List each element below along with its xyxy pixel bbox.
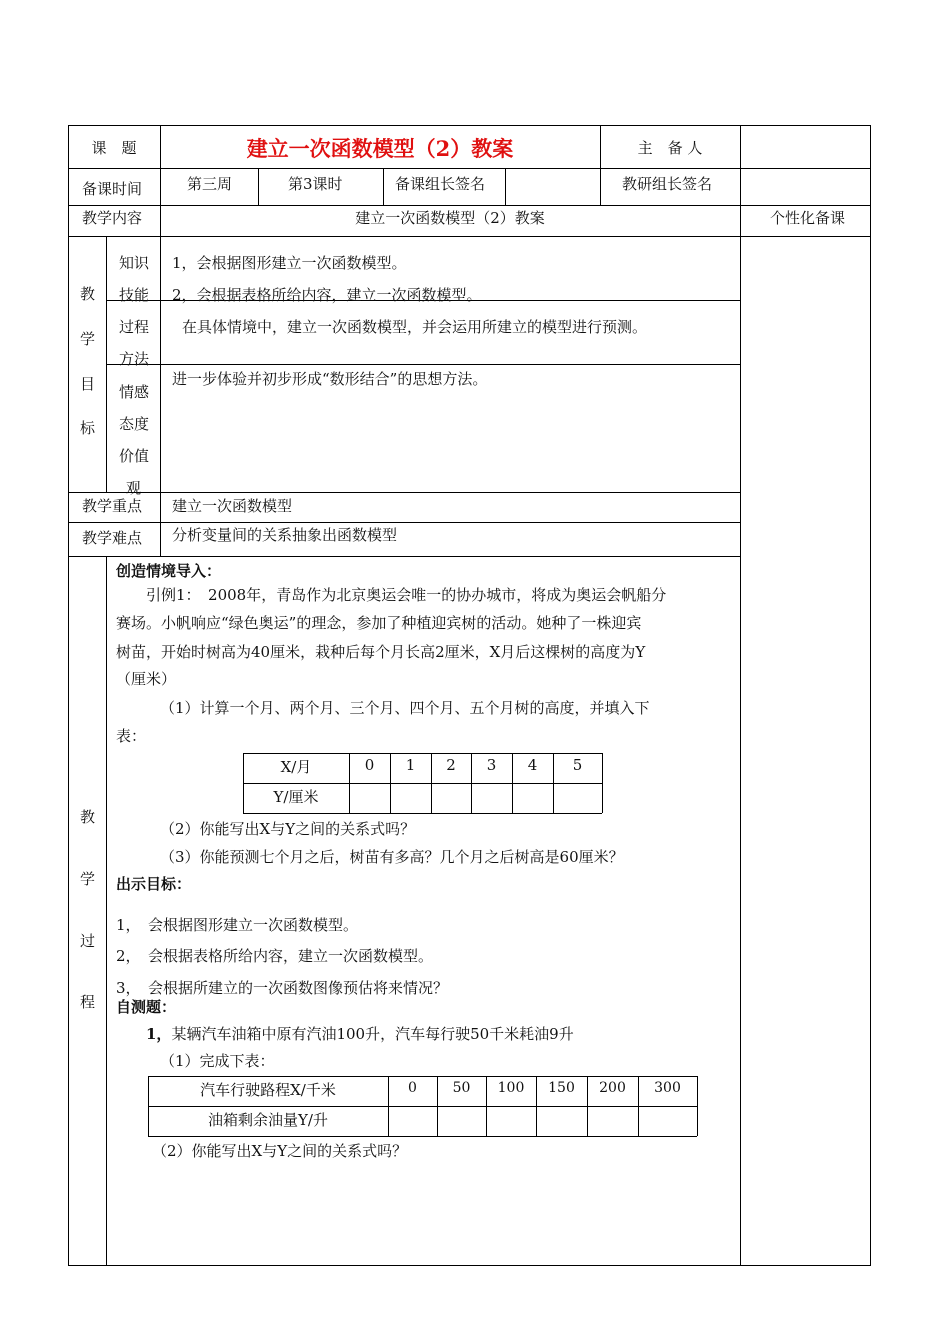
topic-label: 课 题 <box>91 139 137 157</box>
key-point-text: 建立一次函数模型 <box>172 497 293 515</box>
table-cell: 50 <box>452 1080 471 1096</box>
table-header-cell: 汽车行驶路程X/千米 <box>200 1081 336 1099</box>
goal-item: 2， 会根据表格所给内容，建立一次函数模型。 <box>116 947 434 965</box>
key-point-label: 教学重点 <box>82 497 143 515</box>
question-1-line: （1）计算一个月、两个月、三个月、四个月、五个月树的高度，并填入下 <box>160 699 650 717</box>
table-cell: 5 <box>572 756 583 774</box>
self-test-problem: 1，某辆汽车油箱中原有汽油100升，汽车每行驶50千米耗油9升 <box>146 1025 574 1043</box>
difficulty-text: 分析变量间的关系抽象出函数模型 <box>172 526 398 544</box>
self-test-heading: 自测题： <box>116 998 177 1016</box>
goal-item: 3， 会根据所建立的一次函数图像预估将来情况？ <box>116 979 449 997</box>
question-2: （2）你能写出X与Y之间的关系式吗？ <box>160 820 416 838</box>
personal-prep-label: 个性化备课 <box>770 209 846 227</box>
question-3: （3）你能预测七个月之后，树苗有多高？几个月之后树高是60厘米？ <box>160 848 624 866</box>
knowledge-item: 2，会根据表格所给内容，建立一次函数模型。 <box>172 286 482 304</box>
difficulty-label: 教学难点 <box>82 529 143 547</box>
research-leader-sign-label: 教研组长签名 <box>622 175 713 193</box>
main-preparer-label: 主 备 人 <box>637 139 703 157</box>
table-cell: 1 <box>405 756 416 774</box>
self-test-sub-2: （2）你能写出X与Y之间的关系式吗？ <box>152 1142 408 1160</box>
table-cell: 100 <box>497 1080 525 1096</box>
process-method-text: 在具体情境中，建立一次函数模型，并会运用所建立的模型进行预测。 <box>182 318 648 336</box>
goal-item: 1， 会根据图形建立一次函数模型。 <box>116 916 359 934</box>
goals-heading: 出示目标： <box>116 875 192 893</box>
intro-heading: 创造情境导入： <box>116 562 222 580</box>
table-cell: 4 <box>527 756 538 774</box>
prep-time-label: 备课时间 <box>82 180 143 198</box>
table-header-cell: X/月 <box>280 758 312 776</box>
table-cell: 0 <box>364 756 375 774</box>
page-title: 建立一次函数模型（2）教案 <box>246 136 514 161</box>
content-label: 教学内容 <box>82 209 143 227</box>
table-header-cell: Y/厘米 <box>273 788 319 806</box>
knowledge-item: 1，会根据图形建立一次函数模型。 <box>172 254 407 272</box>
question-1-line: 表： <box>116 727 147 745</box>
lesson-value: 第3课时 <box>288 175 343 193</box>
content-value: 建立一次函数模型（2）教案 <box>355 209 545 227</box>
table-cell: 2 <box>446 756 456 774</box>
table-cell: 150 <box>548 1080 575 1096</box>
week-value: 第三周 <box>187 175 233 193</box>
table-cell: 200 <box>599 1080 626 1096</box>
table-cell: 0 <box>408 1080 417 1096</box>
group-leader-sign-label: 备课组长签名 <box>395 175 486 193</box>
table-header-cell: 油箱剩余油量Y/升 <box>208 1111 328 1129</box>
table-cell: 3 <box>486 756 497 774</box>
self-test-sub-1: （1）完成下表： <box>160 1052 275 1070</box>
emotion-text: 进一步体验并初步形成“数形结合”的思想方法。 <box>172 370 488 388</box>
table-cell: 300 <box>654 1080 681 1096</box>
